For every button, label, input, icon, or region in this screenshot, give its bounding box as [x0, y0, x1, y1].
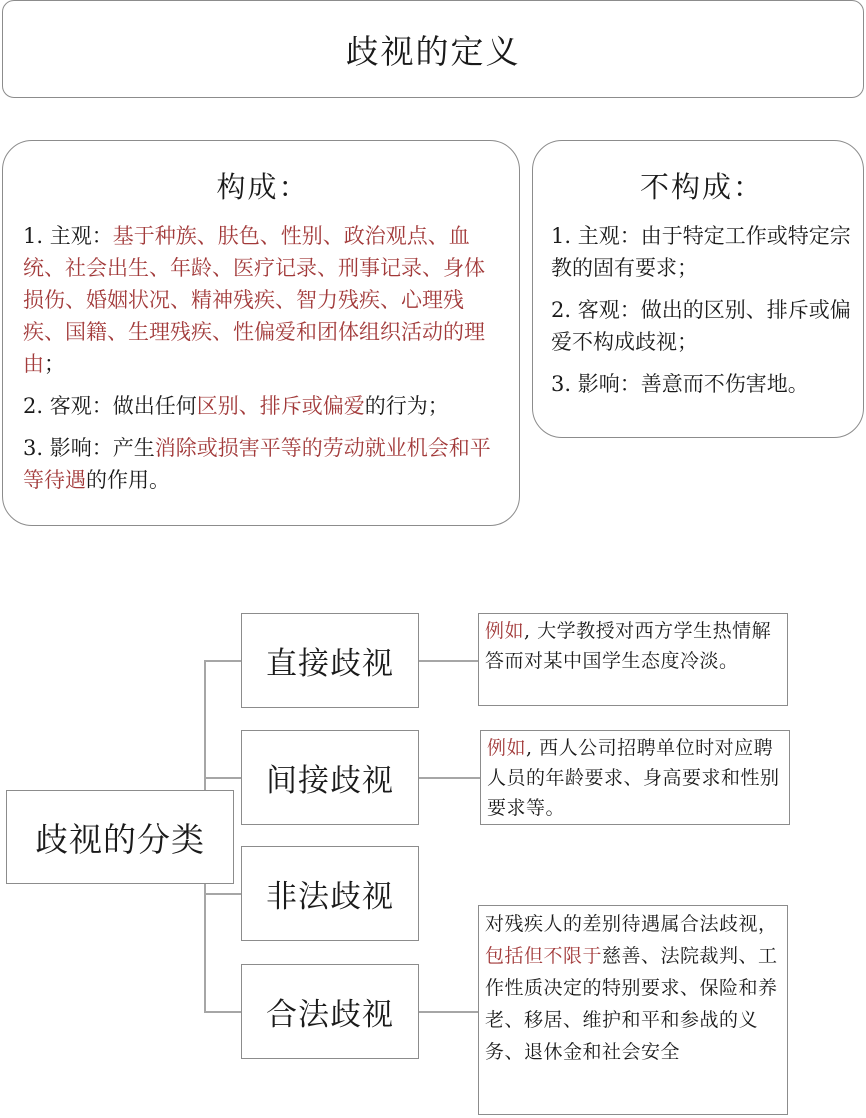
example-line-4 [418, 1011, 480, 1013]
type-direct [241, 613, 419, 708]
item-label: 2. 客观： [23, 394, 113, 418]
not-constitute-item-1 [551, 220, 853, 284]
type-label: 直接歧视 [266, 646, 394, 682]
example-legal [478, 905, 788, 1115]
highlight-text: 基于种族、肤色、性别、政治观点、血统、社会出生、年龄、医疗记录、刑事记录、身体损伤、婚姻状况、精神残疾、智力残疾、心理残疾、国籍、生理残疾、性偏爱和团体组织活动的理由 [23, 224, 485, 376]
type-label: 非法歧视 [266, 879, 394, 915]
example-line-2 [418, 777, 482, 779]
branch-line-2 [204, 777, 242, 779]
constitute-panel [2, 140, 520, 526]
type-label: 合法歧视 [266, 997, 394, 1033]
item-label: 2. 客观： [551, 298, 641, 322]
constitute-item-3 [23, 432, 503, 496]
classification-root-label: 歧视的分类 [35, 819, 205, 859]
item-text: 产生 [112, 436, 155, 460]
item-text: ； [44, 352, 65, 376]
highlight-text: 消除或损害平等的劳动就业机会和平等待遇 [23, 436, 491, 492]
highlight-text: 区别、排斥或偏爱 [196, 394, 365, 418]
page-title: 歧视的定义 [345, 31, 521, 71]
not-constitute-item-3 [551, 368, 853, 400]
item-text: 善意而不伤害地。 [640, 372, 809, 396]
example-text: , 大学教授对西方学生热情解答而对某中国学生态度冷淡。 [485, 620, 772, 672]
highlight-text: 例如 [487, 737, 527, 759]
constitute-item-1 [23, 220, 503, 380]
item-label: 1. 主观： [551, 224, 641, 248]
item-text: 由于特定工作或特定宗教的固有要求； [551, 224, 851, 280]
item-label: 1. 主观： [23, 224, 113, 248]
item-text: 做出的区别、排斥或偏爱不构成歧视； [551, 298, 851, 354]
example-text: 慈善、法院裁判、工作性质决定的特别要求、保险和养老、移居、维护和平和参战的义务、退休金和社会安全 [485, 945, 778, 1063]
highlight-text: 例如 [485, 620, 525, 642]
constitute-heading: 构成： [216, 170, 310, 204]
branch-line-3 [204, 893, 242, 895]
type-label: 间接歧视 [266, 763, 394, 799]
item-text: 做出任何 [112, 394, 197, 418]
item-label: 3. 影响： [23, 436, 113, 460]
not-constitute-heading: 不构成： [639, 170, 764, 204]
item-text: 的作用。 [86, 468, 170, 492]
not-constitute-items [551, 220, 853, 400]
type-illegal [241, 846, 419, 941]
item-label: 3. 影响： [551, 372, 641, 396]
item-text: 的行为； [364, 394, 449, 418]
example-text: , 西人公司招聘单位时对应聘人员的年龄要求、身高要求和性别要求等。 [487, 737, 780, 819]
constitute-items [23, 220, 503, 496]
example-indirect [480, 730, 790, 825]
highlight-text: 包括但不限于 [485, 945, 603, 967]
example-direct [478, 613, 788, 706]
not-constitute-item-2 [551, 294, 853, 358]
type-legal [241, 964, 419, 1059]
classification-root [6, 790, 234, 884]
example-line-1 [418, 660, 480, 662]
branch-line-1 [204, 660, 242, 662]
type-indirect [241, 730, 419, 825]
title-box [2, 0, 864, 98]
constitute-item-2 [23, 390, 503, 422]
branch-line-4 [204, 1011, 242, 1013]
not-constitute-panel [532, 140, 864, 438]
example-text: 对残疾人的差别待遇属合法歧视， [485, 913, 778, 935]
